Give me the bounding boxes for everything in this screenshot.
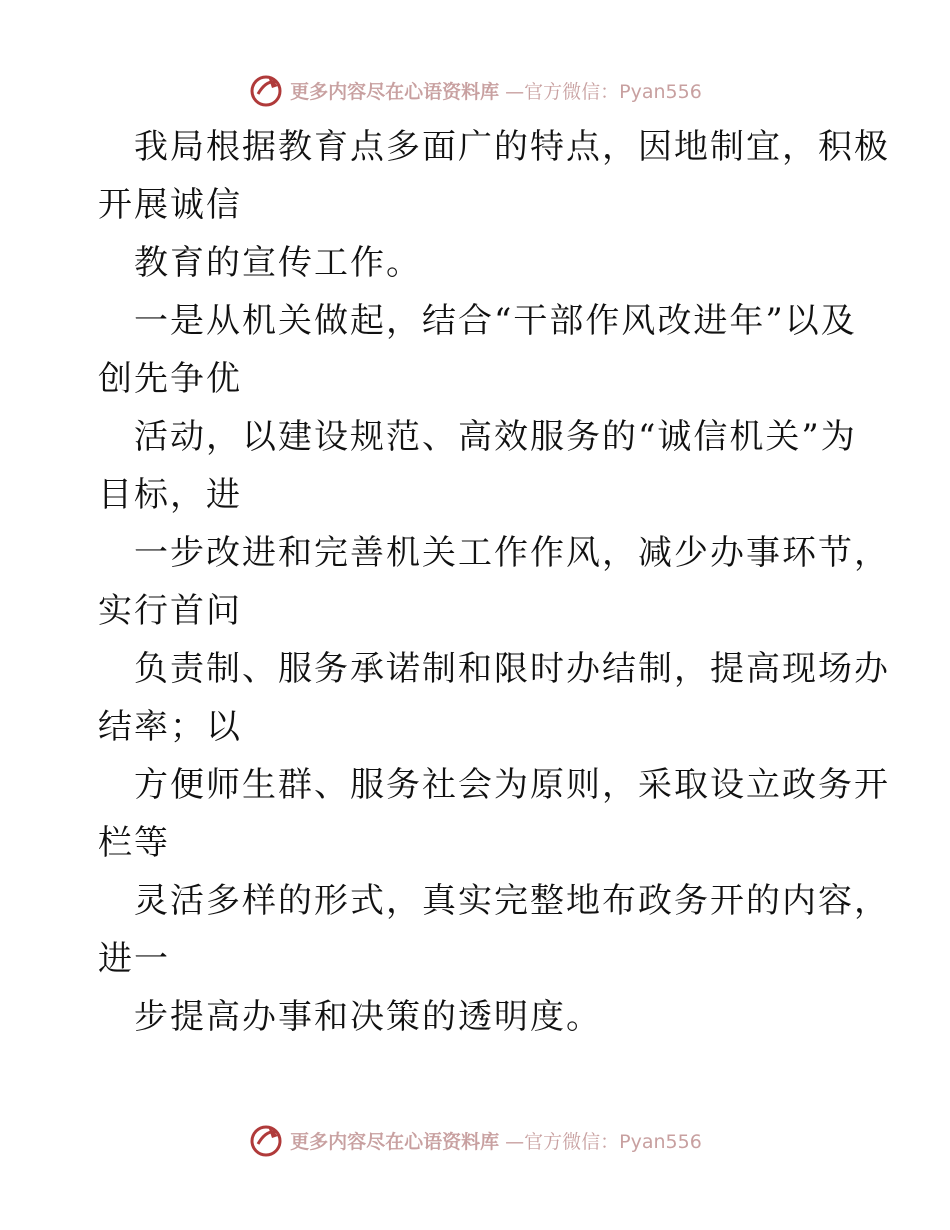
text-line: 灵活多样的形式，真实完整地布政务开的内容， (134, 881, 890, 921)
text-line: 进一 (98, 939, 170, 979)
body-text (98, 118, 890, 1046)
text-line: 教育的宣传工作。 (134, 243, 422, 283)
text-line: 我局根据教育点多面广的特点，因地制宜，积极 (134, 127, 890, 167)
header-banner-title: 更多内容尽在心语资料库 (290, 80, 500, 103)
footer-banner (0, 1120, 950, 1160)
header-wechat: —官方微信：Pyan556 (505, 80, 702, 103)
text-line: 活动，以建设规范、高效服务的“诚信机关”为 (134, 417, 857, 457)
text-line: 一是从机关做起，结合“干部作风改进年”以及 (134, 301, 857, 341)
text-line: 步提高办事和决策的透明度。 (134, 997, 602, 1037)
text-line: 一步改进和完善机关工作作风，减少办事环节， (134, 533, 890, 573)
text-line: 方便师生群、服务社会为原则，采取设立政务开 (134, 765, 890, 805)
header-banner (0, 70, 950, 110)
logo-icon (248, 72, 284, 108)
text-line: 目标，进 (98, 475, 242, 515)
footer-wechat: —官方微信：Pyan556 (505, 1130, 702, 1153)
text-line: 栏等 (98, 823, 170, 863)
text-line: 结率；以 (98, 707, 242, 747)
text-line: 实行首问 (98, 591, 242, 631)
text-line: 负责制、服务承诺制和限时办结制，提高现场办 (134, 649, 890, 689)
logo-icon (248, 1122, 284, 1158)
text-line: 开展诚信 (98, 185, 242, 225)
footer-banner-title: 更多内容尽在心语资料库 (290, 1130, 500, 1153)
text-line: 创先争优 (98, 359, 242, 399)
